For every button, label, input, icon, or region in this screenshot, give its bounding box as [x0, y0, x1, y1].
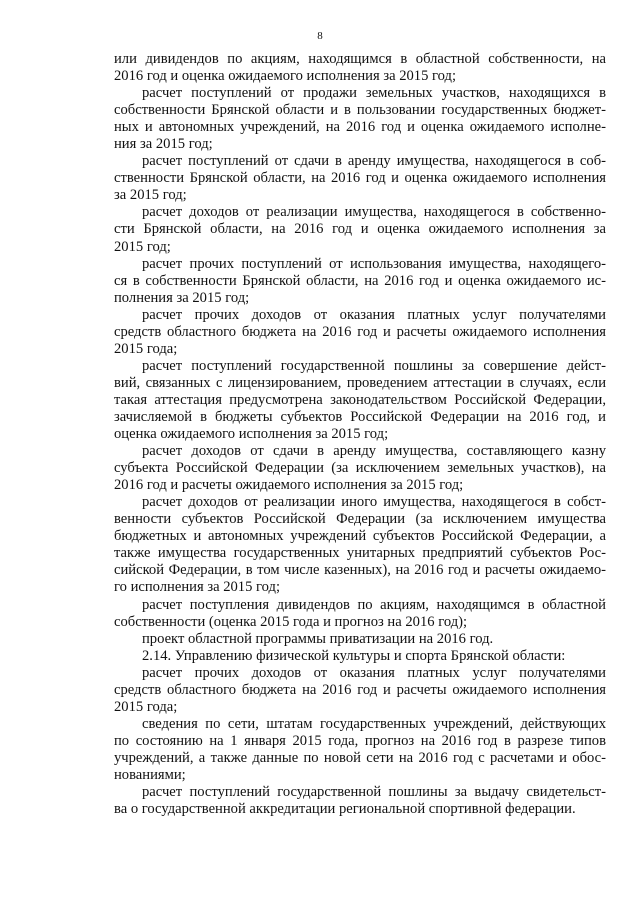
text-line: 2015 год;	[114, 238, 171, 255]
text-line: расчет поступлений от продажи земельных участков, находящихся в	[142, 85, 606, 102]
text-line: средств областного бюджета на 2016 год и расчеты ожидаемого исполнения	[114, 681, 606, 698]
text-line: расчет поступлений государственной пошлины за совершение дейст-	[142, 357, 606, 374]
text-line: расчет доходов от сдачи в аренду имущества, составляющего казну	[142, 443, 606, 460]
text-line: ственности Брянской области, на 2016 год и оценка ожидаемого исполнения	[114, 170, 606, 187]
text-line: расчет прочих доходов от оказания платных услуг получателями	[142, 306, 606, 323]
text-line: расчет поступлений от сдачи в аренду имущества, находящегося в соб-	[142, 153, 606, 170]
text-line: 2.14. Управлению физической культуры и спорта Брянской области:	[142, 647, 566, 664]
page-number: 8	[317, 30, 323, 42]
text-line: сведения по сети, штатам государственных учреждений, действующих	[142, 715, 606, 732]
text-line: средств областного бюджета на 2016 год и расчеты ожидаемого исполнения	[114, 323, 606, 340]
text-line: расчет поступления дивидендов по акциям, находящимся в областной	[142, 596, 606, 613]
text-line: расчет прочих поступлений от использования имущества, находящего-	[142, 255, 606, 272]
text-line: субъекта Российской Федерации (за исключением земельных участков), на	[114, 460, 606, 477]
text-line: нованиями;	[114, 766, 186, 783]
document-body	[114, 51, 606, 818]
text-line: 2015 года;	[114, 340, 178, 357]
text-line: расчет поступлений государственной пошлины за выдачу свидетельст-	[142, 784, 606, 801]
text-line: сийской Федерации, в том числе казенных), на 2016 год и расчеты ожидаемо-	[114, 562, 606, 579]
text-line: ва о государственной аккредитации региональной спортивной федерации.	[114, 801, 576, 818]
text-line: расчет доходов от реализации имущества, находящегося в собственно-	[142, 204, 606, 221]
text-line: ся в собственности Брянской области, на 2016 год и оценка ожидаемого ис-	[114, 272, 606, 289]
text-line: 2016 год и расчеты ожидаемого исполнения за 2015 год;	[114, 477, 464, 494]
text-line: также имущества государственных унитарных предприятий субъектов Рос-	[114, 545, 606, 562]
text-line: собственности (оценка 2015 года и прогноз на 2016 год);	[114, 613, 468, 630]
text-line: оценка ожидаемого исполнения за 2015 год;	[114, 426, 389, 443]
text-line: или дивидендов по акциям, находящимся в областной собственности, на	[114, 51, 606, 67]
text-line: го исполнения за 2015 год;	[114, 579, 281, 596]
text-line: полнения за 2015 год;	[114, 289, 250, 306]
text-line: такая аттестация предусмотрена законодательством Российской Федерации,	[114, 391, 606, 408]
text-line: ния за 2015 год;	[114, 136, 213, 153]
text-line: вий, связанных с лицензированием, проведением аттестации в случаях, если	[114, 374, 606, 391]
text-line: венности субъектов Российской Федерации (за исключением имущества	[114, 511, 606, 528]
text-line: расчет доходов от реализации иного имущества, находящегося в собст-	[142, 494, 606, 511]
text-line: сти Брянской области, на 2016 год и оценка ожидаемого исполнения за	[114, 221, 606, 238]
text-line: собственности Брянской области и в пользовании государственных бюджет-	[114, 102, 606, 119]
text-line: 2016 год и оценка ожидаемого исполнения за 2015 год;	[114, 68, 457, 85]
text-line: зачисляемой в бюджеты субъектов Российской Федерации на 2016 год, и	[114, 408, 606, 425]
text-line: за 2015 год;	[114, 187, 187, 204]
text-line: учреждений, а также данные по новой сети на 2016 год с расчетами и обос-	[114, 749, 606, 766]
text-line: бюджетных и автономных учреждений субъектов Российской Федерации, а	[114, 528, 606, 545]
text-line: расчет прочих доходов от оказания платных услуг получателями	[142, 664, 606, 681]
text-line: по состоянию на 1 января 2015 года, прогноз на 2016 год в разрезе типов	[114, 732, 606, 749]
text-line: проект областной программы приватизации на 2016 год.	[142, 630, 494, 647]
text-line: 2015 года;	[114, 698, 178, 715]
text-line: ных и автономных учреждений, на 2016 год и оценка ожидаемого исполне-	[114, 119, 606, 136]
